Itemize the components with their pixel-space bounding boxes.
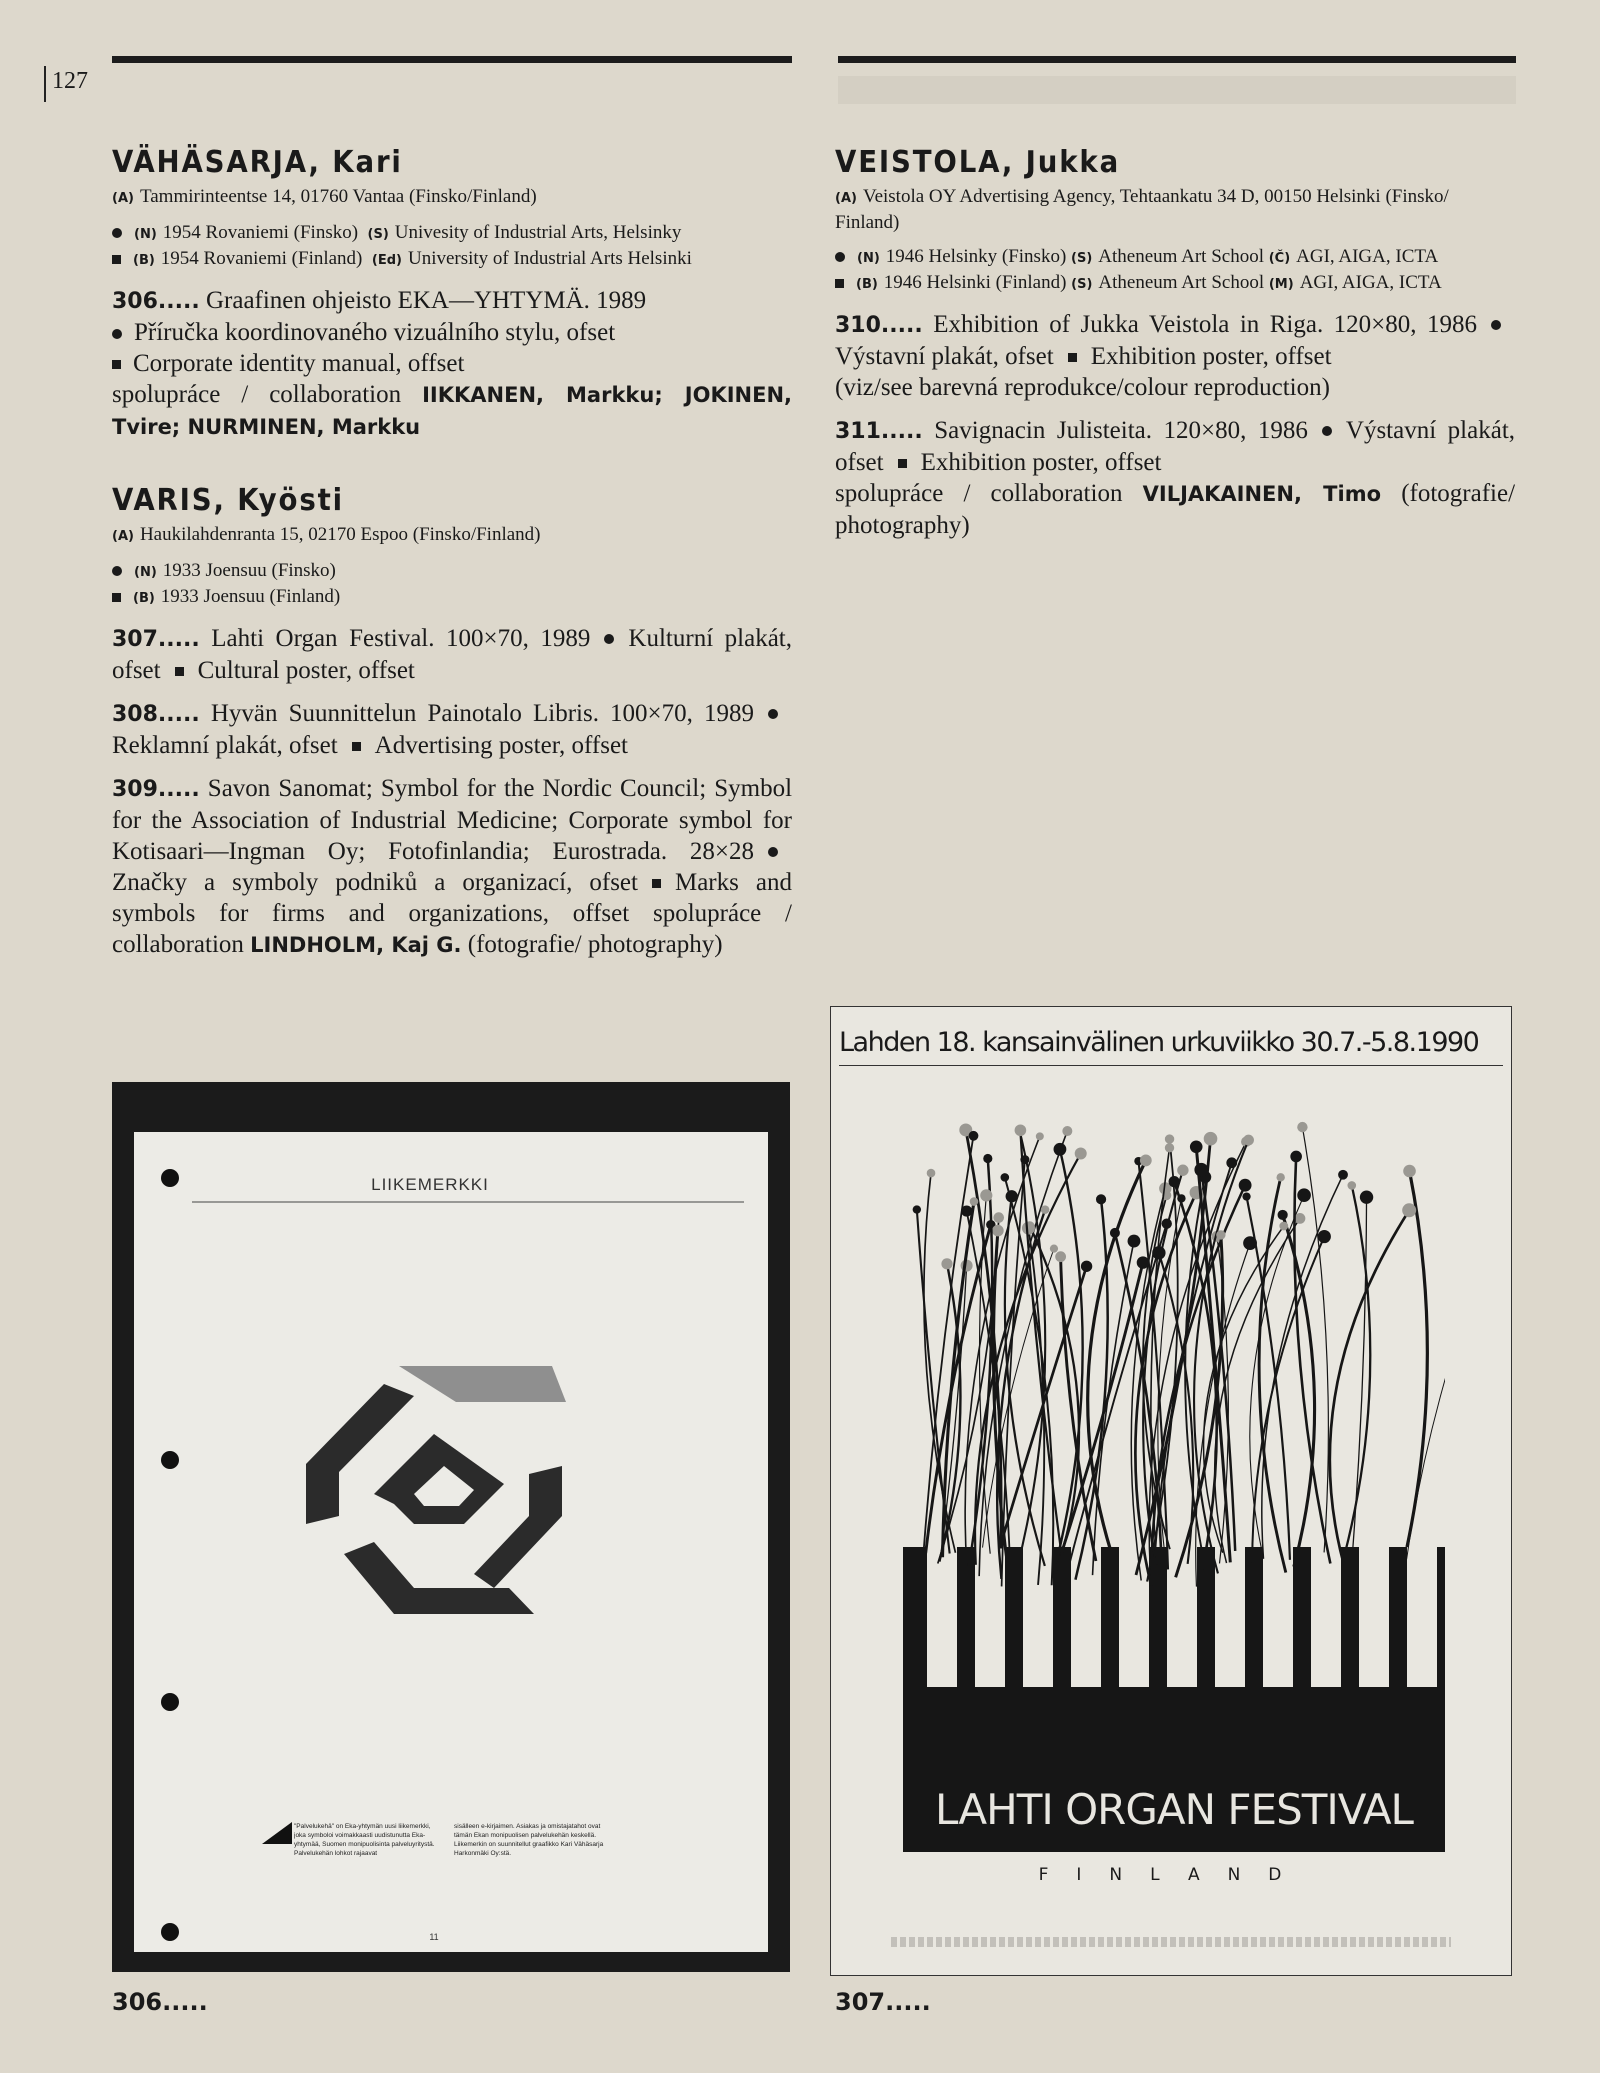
folio-bar [44, 66, 46, 102]
entry-308: 308..... Hyvän Suunnittelun Painotalo Libris. 100×70, 1989Reklamní plakát, ofset Advertising poster, offset [112, 698, 792, 761]
piano-key [1071, 1547, 1101, 1687]
bullet-dot-icon [1322, 426, 1332, 436]
address-veistola: (A) Veistola OY Advertising Agency, Tehtaankatu 34 D, 00150 Helsinki (Finsko/ Finland) [835, 186, 1449, 233]
reed-dot [1279, 1222, 1288, 1231]
reed-dot [1338, 1170, 1348, 1180]
binder-hole-icon [161, 1923, 179, 1941]
bio-en-veistola: (B) 1946 Helsinki (Finland) (S) Atheneum Art School (M) AGI, AIGA, ICTA [835, 271, 1515, 297]
reed-dot [1050, 1245, 1058, 1253]
reed-dot [1318, 1230, 1331, 1243]
left-column [112, 145, 792, 973]
bullet-square-icon [1068, 353, 1077, 362]
poster-artwork [903, 1077, 1445, 1852]
reed-dot [983, 1154, 992, 1163]
page-number: 127 [52, 68, 88, 94]
eka-logo-icon [306, 1366, 566, 1614]
reed-dot [913, 1205, 921, 1213]
binder-hole-icon [161, 1693, 179, 1711]
reed-dot [1226, 1157, 1237, 1168]
reed-dot [1001, 1173, 1010, 1182]
triangle-marker-icon [262, 1822, 292, 1844]
reed-dot [1278, 1210, 1288, 1220]
reed-dot [1276, 1173, 1284, 1181]
reed-dot [1297, 1122, 1307, 1132]
address-vahasarja: (A) Tammirinteentse 14, 01760 Vantaa (Finsko/Finland) [112, 186, 537, 207]
entry-311: 311..... Savignacin Julisteita. 120×80, 1986 Výstavní plakát, ofset Exhibition poster, offset spolupráce / collaboration VILJAKAINEN, Timo (fotografie/ photography) [835, 417, 1516, 539]
reed-dot [969, 1131, 979, 1141]
entry-306: 306..... Graafinen ohjeisto EKA—YHTYMÄ. 1989 Příručka koordinovaného vizuálního stylu, ofset Corporate identity manual, offset spolupráce / collaboration IIKKANEN, Markku; JOKINEN, Tvire; NURMINEN, Markku [112, 287, 793, 439]
reed-dot [1165, 1134, 1174, 1143]
reed-dot [1177, 1165, 1188, 1176]
reed-dot [1165, 1143, 1174, 1152]
piano-key [1167, 1547, 1197, 1687]
bullet-dot-icon [768, 847, 778, 857]
bullet-square-icon [175, 667, 184, 676]
right-column [835, 145, 1515, 553]
reed-dot [993, 1212, 1004, 1223]
organ-reeds-illustration [903, 1077, 1445, 1852]
bullet-dot-icon [604, 634, 614, 644]
bullet-square-icon [352, 742, 361, 751]
bullet-square-icon [112, 360, 121, 369]
piano-key [1215, 1547, 1245, 1687]
piano-key [927, 1547, 957, 1687]
bullet-dot-icon [1491, 320, 1501, 330]
bullet-square-icon [898, 459, 907, 468]
reed-dot [1128, 1235, 1141, 1248]
reed-dot [1140, 1155, 1152, 1167]
figure-caption-306: 306..... [112, 1988, 208, 2016]
sheet-heading: LIIKEMERKKI [371, 1175, 489, 1194]
poster-title: LAHTI ORGAN FESTIVAL [935, 1785, 1413, 1834]
bullet-square-icon [835, 279, 844, 288]
piano-key [1263, 1547, 1293, 1687]
reed-dot [1096, 1194, 1106, 1204]
piano-key [1359, 1547, 1389, 1687]
reed-dot [1054, 1143, 1067, 1156]
reed-dot [1041, 1205, 1050, 1214]
bullet-square-icon [112, 593, 121, 602]
reed-dot [992, 1225, 1004, 1237]
reed-dot [941, 1258, 952, 1269]
reed-dot [1204, 1132, 1218, 1146]
bio-en-varis: (B) 1933 Joensuu (Finland) [112, 585, 792, 611]
reed-dot [980, 1189, 992, 1201]
figure-caption-307: 307..... [835, 1988, 931, 2016]
bullet-dot-icon [112, 329, 122, 339]
sheet-text-col1: "Palvelukehä" on Eka-yhtymän uusi liikemerkki, joka symboloi voimakkaasti uudistunutta Eka-yhtymää, Suomen monipuolisinta palveluyritystä. Palvelukehän lohkot rajaavat [294, 1823, 435, 1857]
reed-dot [1022, 1222, 1035, 1235]
artist-name-varis: VARIS, Kyösti [112, 483, 344, 518]
reed-dot [1295, 1213, 1306, 1224]
bio-en-vahasarja: (B) 1954 Rovaniemi (Finland) (Ed) University of Industrial Arts Helsinki [112, 247, 792, 273]
bullet-square-icon [112, 255, 121, 264]
figure-307-poster [830, 1006, 1512, 1976]
piano-key [1023, 1547, 1053, 1687]
reed-dot [1081, 1261, 1092, 1272]
reed-dot [1137, 1256, 1149, 1268]
address-varis: (A) Haukilahdenranta 15, 02170 Espoo (Finsko/Finland) [112, 524, 541, 545]
piano-key [1119, 1547, 1149, 1687]
reed-dot [1297, 1188, 1311, 1202]
sheet-text-col2: sisälleen e-kirjaimen. Asiakas ja omistajatahot ovat tämän Ekan monipuolisen palvelukehän keskellä. Liikemerkin on suunnitellut graafikko Kari Vähäsarja Harkonmäki Oy:stä. [454, 1823, 604, 1857]
reed-dot [1036, 1132, 1044, 1140]
bullet-dot-icon [112, 228, 122, 238]
manual-sheet-art [134, 1132, 768, 1952]
bio-cz-varis: (N) 1933 Joensuu (Finsko) [112, 559, 792, 585]
reed-dot [1062, 1126, 1072, 1136]
reed-dot [1242, 1192, 1250, 1200]
artist-name-vahasarja: VÄHÄSARJA, Kari [112, 145, 403, 180]
bullet-dot-icon [835, 252, 845, 262]
reed-dot [927, 1169, 936, 1178]
reed-dot [1243, 1135, 1254, 1146]
bullet-dot-icon [768, 709, 778, 719]
bio-cz-veistola: (N) 1946 Helsinky (Finsko) (S) Atheneum Art School (Č) AGI, AIGA, ICTA [835, 245, 1515, 271]
reed-dot [1360, 1190, 1373, 1203]
binder-hole-icon [161, 1451, 179, 1469]
poster-country: FINLAND [1038, 1865, 1310, 1885]
artist-name-veistola: VEISTOLA, Jukka [835, 145, 1121, 180]
right-top-rule [838, 56, 1516, 63]
reed-dot [1190, 1141, 1203, 1154]
binder-hole-icon [161, 1169, 179, 1187]
reed-dot [1402, 1203, 1416, 1217]
piano-key [1407, 1547, 1437, 1687]
entry-309: 309..... Savon Sanomat; Symbol for the Nordic Council; Symbol for the Association of Industrial Medicine; Corporate symbol for Kotisaari—Ingman Oy; Fotofinlandia; Eurostrada. 28×28Značky a symboly podniků a organizací, ofset Marks and symbols for firms and organizations, offset spolupráce / collaboration LINDHOLM, Kaj G. (fotografie/ photography) [112, 775, 793, 958]
reed-dot [1055, 1251, 1066, 1262]
bullet-square-icon [652, 879, 661, 888]
reed-dot [1216, 1230, 1225, 1239]
show-through-band [838, 76, 1516, 104]
reed-dot [1403, 1165, 1416, 1178]
reed-dot [1239, 1179, 1252, 1192]
reed-dot [1006, 1190, 1018, 1202]
reed-dot [1075, 1147, 1087, 1159]
reed-dot [1347, 1181, 1356, 1190]
poster-footer-print [891, 1937, 1451, 1947]
reed-dot [1015, 1124, 1027, 1136]
reed-dot [1290, 1151, 1302, 1163]
bullet-dot-icon [112, 566, 122, 576]
manual-sheet [134, 1132, 768, 1952]
bio-cz-vahasarja: (N) 1954 Rovaniemi (Finsko) (S) Univesity of Industrial Arts, Helsinky [112, 221, 792, 247]
reed-dot [970, 1197, 979, 1206]
piano-key [1311, 1547, 1341, 1687]
entry-307: 307..... Lahti Organ Festival. 100×70, 1989 Kulturní plakát, ofset Cultural poster, offset [112, 625, 793, 684]
left-top-rule [112, 56, 792, 63]
entry-310: 310..... Exhibition of Jukka Veistola in Riga. 120×80, 1986Výstavní plakát, ofset Exhibition poster, offset (viz/see barevná reprodukce/colour reproduction) [835, 309, 1515, 403]
reed-dot [1162, 1219, 1172, 1229]
sheet-page-number: 11 [429, 1932, 439, 1942]
poster-headline: Lahden 18. kansainvälinen urkuviikko 30.7.-5.8.1990 [839, 1027, 1479, 1058]
figure-306-manual-page [112, 1082, 790, 1972]
